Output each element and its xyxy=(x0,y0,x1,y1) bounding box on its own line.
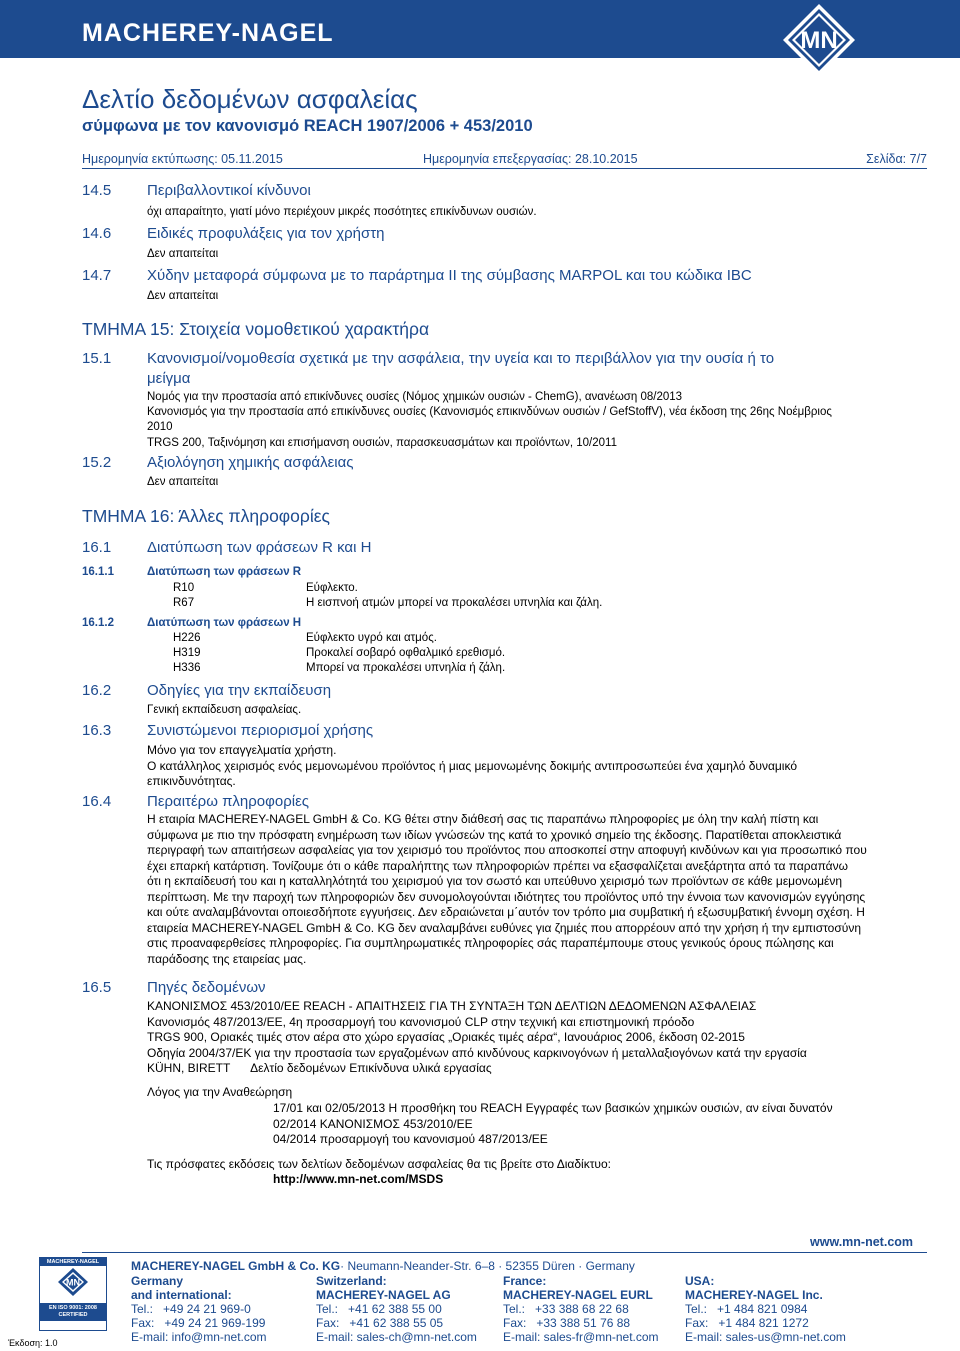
subsection-number: 16.1.2 xyxy=(82,617,114,629)
text-line: Νομός για την προστασία από επικίνδυνες ουσίες (Νόμος χημικών ουσιών - ChemG), ανανέωση 08/2013 xyxy=(147,391,683,403)
section-14-7-heading: 14.7 Χύδην μεταφορά σύμφωνα με το παράρτημα II της σύμβασης MARPOL και του κώδικα IBC xyxy=(82,267,752,284)
revision-reason-label: Λόγος για την Αναθεώρηση xyxy=(147,1085,293,1099)
section-16-2-text: Γενική εκπαίδευση ασφαλείας. xyxy=(147,704,302,716)
edition-label: Έκδοση: 1.0 xyxy=(8,1338,58,1348)
section-14-6-heading: 14.6 Ειδικές προφυλάξεις για τον χρήστη xyxy=(82,225,385,242)
document-subtitle: σύμφωνα με τον κανονισμό REACH 1907/2006 + 453/2010 xyxy=(82,117,533,135)
internet-text: Τις πρόσφατες εκδόσεις των δελτίων δεδομένων ασφαλείας θα τις βρείτε στο Διαδίκτυο: xyxy=(147,1157,612,1171)
text-line: περιγραφή των απαιτήσεων ασφαλείας για τον χειρισμό του προϊόντος που αποσκοπεί στην αποφυγή κινδύνων και για προσωπικό που xyxy=(147,843,867,857)
section-16-2-heading: 16.2 Οδηγίες για την εκπαίδευση xyxy=(82,682,332,699)
text-line: ΚΑΝΟΝΙΣΜΟΣ 453/2010/ΕΕ REACH - ΑΠΑΙΤΗΣΕΙΣ ΓΙΑ ΤΗ ΣΥΝΤΑΞΗ ΤΩΝ ΔΕΛΤΙΩΝ ΔΕΔΟΜΕΝΩΝ ΑΣΦΑΛΕΙΑΣ xyxy=(147,999,757,1013)
section-15-1-heading: 15.1 Κανονισμοί/νομοθεσία σχετικά με την ασφάλεια, την υγεία και το περιβάλλον για την ουσία ή το μείγμα xyxy=(82,350,775,387)
text-line: Κανονισμός για την προστασία από επικίνδυνες ουσίες (Κανονισμός επικινδύνων ουσιών / GefStoffV), νέα έκδοση της 26ης Νοέμβριος xyxy=(147,406,832,419)
section-16-3-body xyxy=(147,743,797,790)
text-line: 17/01 και 02/05/2013 Η προσθήκη του REACH Εγγραφές των βασικών χημικών ουσιών, αν είναι δυνατόν xyxy=(273,1101,833,1115)
section-15-2-text: Δεν απαιτείται xyxy=(147,476,219,488)
subsection-title: Διατύπωση των φράσεων H xyxy=(147,617,302,629)
logo-text: MN xyxy=(800,27,838,54)
text-line: 02/2014 ΚΑΝΟΝΙΣΜΟΣ 453/2010/ΕΕ xyxy=(273,1116,473,1131)
phrase-row: H226 Εύφλεκτο υγρό και ατμός. xyxy=(173,632,437,644)
section-14-5-heading: 14.5 Περιβαλλοντικοί κίνδυνοι xyxy=(82,182,311,199)
section-16-5-body xyxy=(147,999,807,1077)
text-line: 04/2014 προσαρμογή του κανονισμού 487/2013/ΕΕ xyxy=(273,1132,548,1146)
section-16-4-body xyxy=(147,812,867,967)
text-line: Μόνο για τον επαγγελματία χρήστη. xyxy=(147,743,337,757)
section-15-heading: ΤΜΗΜΑ 15: Στοιχεία νομοθετικού χαρακτήρα xyxy=(82,319,430,339)
text-line: έχει επαρκή κατάρτιση. Τονίζουμε ότι ο κάθε παραλήπτης των πληροφοριών πρέπει να εξασφαλίζεται ανεξάρτητα από τα παραπάνω xyxy=(147,858,848,873)
section-16-5-heading: 16.5 Πηγές δεδομένων xyxy=(82,979,266,996)
section-16-1-1 xyxy=(82,566,927,611)
phrase-row: R67 Η εισπνοή ατμών μπορεί να προκαλέσει υπνηλία και ζάλη. xyxy=(173,597,603,609)
mn-logo-icon xyxy=(781,2,857,78)
text-line: KÜHN, BIRETT Δελτίο δεδομένων Επικίνδυνα υλικά εργασίας xyxy=(147,1061,492,1075)
section-16-4-heading: 16.4 Περαιτέρω πληροφορίες xyxy=(82,793,309,810)
text-line: Ο κατάλληλος χειρισμός ενός μεμονωμένου προϊόντος ή μιας μεμονωμένης δοκιμής αντιπροσωπεύει ένα χαμηλό δυναμικό xyxy=(147,758,797,773)
document-title: Δελτίο δεδομένων ασφαλείας xyxy=(82,84,418,114)
text-line: 2010 xyxy=(147,421,173,434)
text-line: περίπτωση. Με την παροχή των πληροφοριών δεν συνομολογούνται ιδιότητες του προϊόντος υπό την έννοια των κανονισμών εγγύησης xyxy=(147,889,866,904)
header-divider xyxy=(82,168,927,169)
footer-col-germany: Germany and international: Tel.: +49 24 21 969-0 Fax: +49 24 21 969-199 E-mail: info@mn-net.com xyxy=(131,1274,267,1344)
page-number: Σελίδα: 7/7 xyxy=(866,152,927,166)
section-16-3-heading: 16.3 Συνιστώμενοι περιορισμοί χρήσης xyxy=(82,722,374,739)
revision-date: Ημερομηνία επεξεργασίας: 28.10.2015 xyxy=(423,152,638,166)
text-line: TRGS 200, Ταξινόμηση και επισήμανση ουσιών, παρασκευασμάτων και προϊόντων, 10/2011 xyxy=(147,436,617,449)
subsection-number: 16.1.1 xyxy=(82,566,114,578)
phrase-row: H319 Προκαλεί σοβαρό οφθαλμικό ερεθισμό. xyxy=(173,647,506,659)
print-date: Ημερομηνία εκτύπωσης: 05.11.2015 xyxy=(82,152,283,166)
section-15-2-heading: 15.2 Αξιολόγηση χημικής ασφάλειας xyxy=(82,454,354,471)
text-line: ότι η εκπαίδευσή του και η καταλληλότητά του χειρισμού για τον σωστό και υπεύθυνο χειρισμό των προϊόντων σε κάθε μεμονωμένη xyxy=(147,874,843,888)
text-line: παράδοσης της εταιρείας μας. xyxy=(147,951,307,966)
brand-name: MACHEREY-NAGEL xyxy=(82,19,334,47)
text-line: σύμφωνα με πιο την πρόσφατη ενημέρωση των ιδίων γνώσεών της κατά το χρονικό σημείο της έκδοσης. Παρατίθεται αποκλειστικά xyxy=(147,827,842,842)
revision-reason-body xyxy=(273,1101,833,1148)
section-14-5-text: όχι απαραίτητο, γιατί μόνο περιέχουν μικρές ποσότητες επικίνδυνων ουσιών. xyxy=(147,206,537,218)
msds-link[interactable]: http://www.mn-net.com/MSDS xyxy=(273,1172,444,1186)
section-16-1-2 xyxy=(82,617,927,677)
section-14-6-text: Δεν απαιτείται xyxy=(147,248,219,260)
badge-logo-text: MN xyxy=(66,1277,80,1288)
phrase-row: R10 Εύφλεκτο. xyxy=(173,582,358,594)
section-15-1-body xyxy=(147,390,832,451)
section-16-1-heading: 16.1 Διατύπωση των φράσεων R και H xyxy=(82,539,372,556)
section-14-7-text: Δεν απαιτείται xyxy=(147,290,219,302)
phrase-row: H336 Μπορεί να προκαλέσει υπνηλία ή ζάλη. xyxy=(173,662,506,674)
text-line: Οδηγία 2004/37/ΕΚ για την προστασία των εργαζομένων από κινδύνους καρκινογόνων ή μεταλλαξιογόνων κατά την εργασία xyxy=(147,1045,807,1060)
mn-badge-icon xyxy=(40,1266,106,1298)
subsection-title: Διατύπωση των φράσεων R xyxy=(147,566,302,578)
footer-col-usa: USA: MACHEREY-NAGEL Inc. Tel.: +1 484 821 0984 Fax: +1 484 821 1272 E-mail: sales-us@mn-net.com xyxy=(685,1274,846,1344)
section-16-heading: ΤΜΗΜΑ 16: Άλλες πληροφορίες xyxy=(82,506,330,526)
iso-badge xyxy=(39,1257,107,1331)
text-line: στις προαναφερθείσες πληροφορίες. Για συμπληρωματικές πληροφορίες σάς παραπέμπουμε στους γενικούς όρους πώλησης και xyxy=(147,936,834,950)
footer-company: MACHEREY-NAGEL GmbH & Co. KG· Neumann-Neander-Str. 6–8 · 52355 Düren · Germany xyxy=(131,1259,635,1273)
text-line: TRGS 900, Οριακές τιμές στον αέρα στο χώρο εργασίας „Οριακές τιμές αέρα“, Ιανουάριος 2006, έκδοση 02-2015 xyxy=(147,1030,745,1044)
badge-certification: EN ISO 9001: 2008 CERTIFIED xyxy=(40,1303,106,1321)
text-line: Η εταιρία MACHEREY-NAGEL GmbH & Co. KG θέτει στην διάθεσή σας τις παραπάνω πληροφορίες με όλη την καλή πίστη και xyxy=(147,812,819,826)
footer-divider xyxy=(82,1252,927,1253)
footer-col-switzerland: Switzerland: MACHEREY-NAGEL AG Tel.: +41 62 388 55 00 Fax: +41 62 388 55 05 E-mail: sales-ch@mn-net.com xyxy=(316,1274,477,1344)
badge-brand: MACHEREY-NAGEL xyxy=(40,1258,106,1266)
text-line: Κανονισμός 487/2013/ΕΕ, 4η προσαρμογή του κανονισμού CLP στην τεχνική και επιστημονική πρόοδο xyxy=(147,1014,695,1029)
footer-website[interactable]: www.mn-net.com xyxy=(810,1235,914,1249)
text-line: επικινδυνότητας. xyxy=(147,774,236,788)
text-line: και ούτε αναλαμβάνονται οποιεσδήποτε εγγυήσεις. Δεν εδραιώνεται μ΄αυτόν τον τρόπο μια συμβατική ή εξωσυμβατική έννομη σχέση. Η xyxy=(147,905,865,919)
footer-col-france: France: MACHEREY-NAGEL EURL Tel.: +33 388 68 22 68 Fax: +33 388 51 76 88 E-mail: sales-fr@mn-net.com xyxy=(503,1274,659,1344)
text-line: εταιρεία MACHEREY-NAGEL GmbH & Co. KG δεν αναλαμβάνει ευθύνες για ζημιές που απορρέουν από την χρήση ή την εμπιστοσύνη xyxy=(147,920,861,935)
